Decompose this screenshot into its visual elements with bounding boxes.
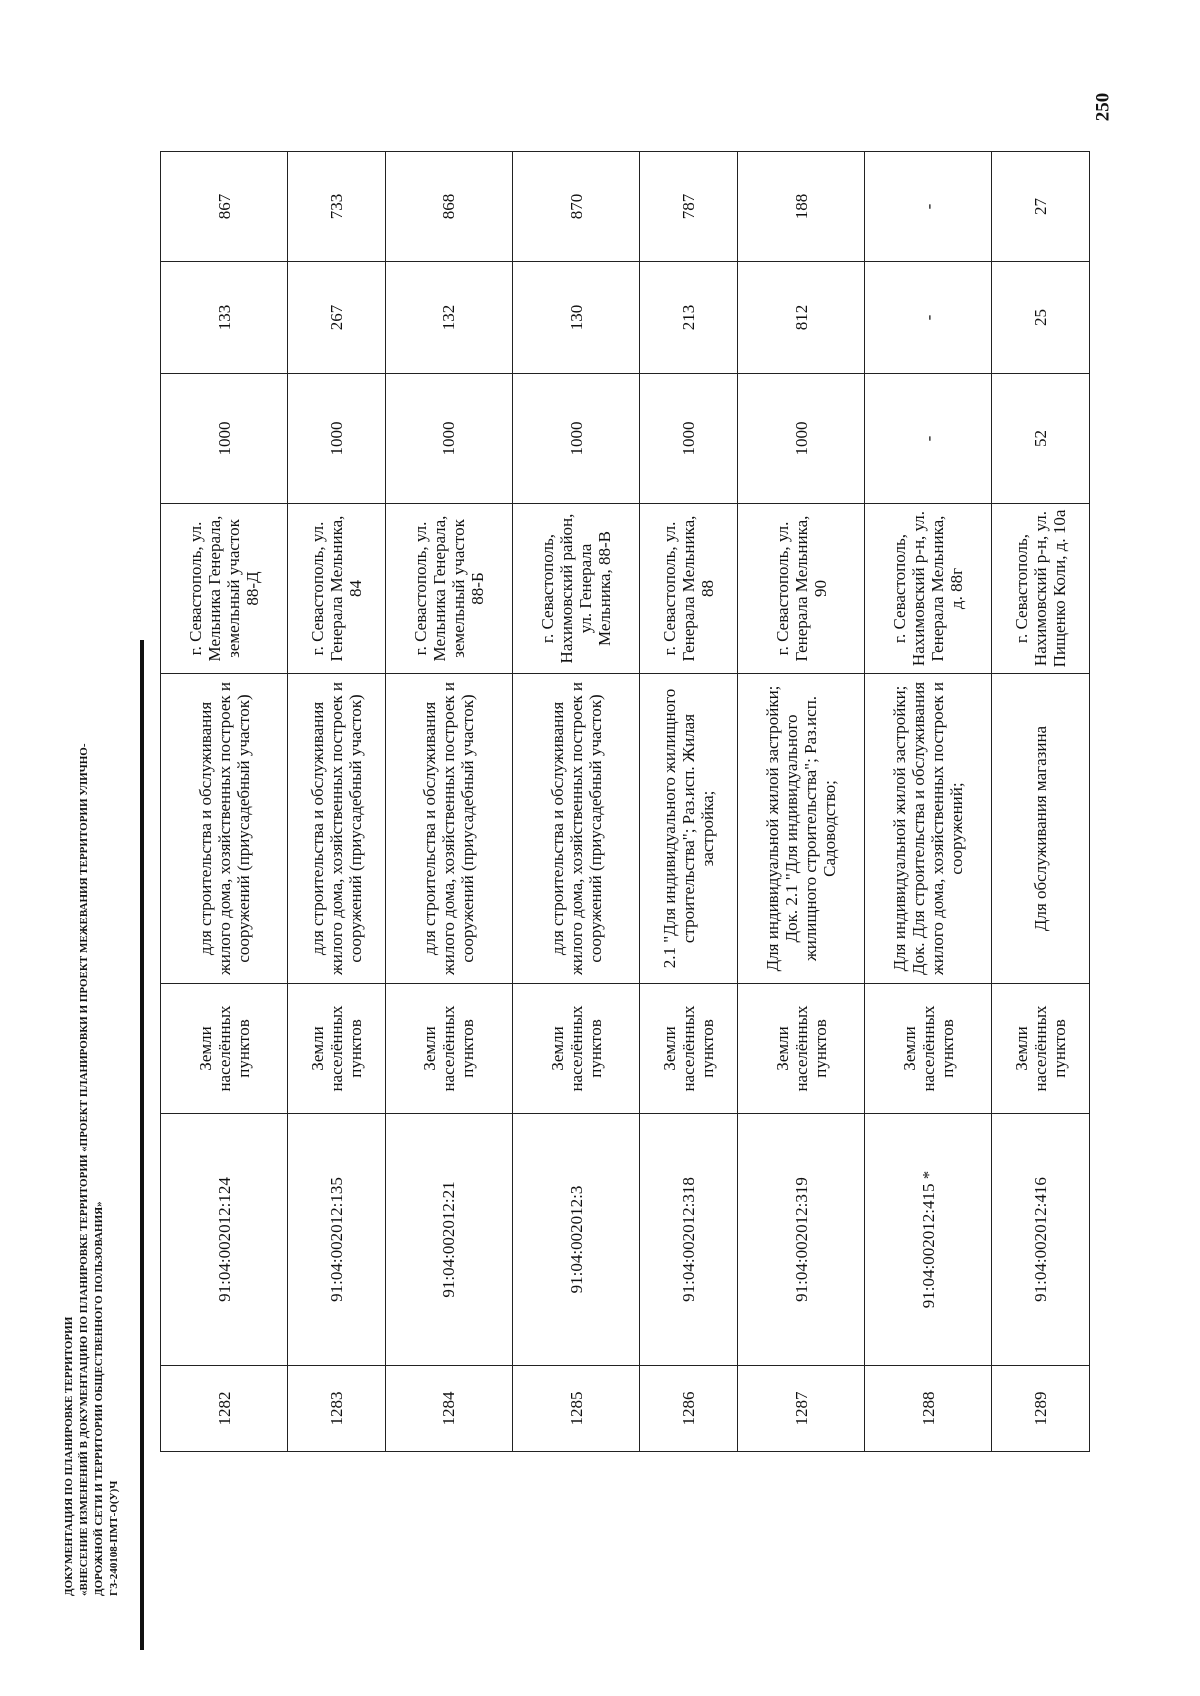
- land-plot-table-container: [160, 152, 1090, 1452]
- area-value-cell: -: [865, 152, 992, 262]
- table-row: [737, 152, 864, 1452]
- area-value-cell: 132: [385, 262, 512, 374]
- cadastral-number-cell: 91:04:002012:3: [513, 1114, 640, 1366]
- area-value-cell: 25: [992, 262, 1090, 374]
- area-value-cell: -: [865, 374, 992, 504]
- cadastral-number-cell: 91:04:002012:318: [640, 1114, 737, 1366]
- area-value-cell: 867: [161, 152, 288, 262]
- area-value-cell: 870: [513, 152, 640, 262]
- area-value-cell: 1000: [385, 374, 512, 504]
- area-value-cell: 27: [992, 152, 1090, 262]
- table-row: [161, 152, 288, 1452]
- row-number-cell: 1283: [288, 1366, 385, 1452]
- header-line: ГЗ-240108-ПМТ-О(У)Ч: [108, 1480, 120, 1596]
- table-row: [288, 152, 385, 1452]
- cadastral-number-cell: 91:04:002012:21: [385, 1114, 512, 1366]
- table-row: [992, 152, 1090, 1452]
- document-header: [62, 506, 132, 1596]
- land-category-cell: Земли населённых пунктов: [513, 984, 640, 1114]
- cadastral-number-cell: 91:04:002012:135: [288, 1114, 385, 1366]
- cadastral-number-cell: 91:04:002012:416: [992, 1114, 1090, 1366]
- area-value-cell: 812: [737, 262, 864, 374]
- land-category-cell: Земли населённых пунктов: [992, 984, 1090, 1114]
- row-number-cell: 1286: [640, 1366, 737, 1452]
- page-number: [1083, 72, 1123, 142]
- permitted-use-cell: для строительства и обслуживания жилого дома, хозяйственных построек и сооружений (приусадебный участок): [513, 674, 640, 984]
- address-cell: г. Севастополь, Нахимовский р-н, ул. Пищенко Коли, д. 10а: [992, 504, 1090, 674]
- cadastral-number-cell: 91:04:002012:319: [737, 1114, 864, 1366]
- land-category-cell: Земли населённых пунктов: [737, 984, 864, 1114]
- land-category-cell: Земли населённых пунктов: [865, 984, 992, 1114]
- area-value-cell: 733: [288, 152, 385, 262]
- header-line: ДОРОЖНОЙ СЕТИ И ТЕРРИТОРИИ ОБЩЕСТВЕННОГО ПОЛЬЗОВАНИЯ»: [93, 1201, 105, 1596]
- area-value-cell: 1000: [288, 374, 385, 504]
- row-number-cell: 1285: [513, 1366, 640, 1452]
- permitted-use-cell: для строительства и обслуживания жилого дома, хозяйственных построек и сооружений (приусадебный участок): [288, 674, 385, 984]
- area-value-cell: 1000: [640, 374, 737, 504]
- header-divider: [140, 640, 144, 1650]
- row-number-cell: 1288: [865, 1366, 992, 1452]
- row-number-cell: 1287: [737, 1366, 864, 1452]
- permitted-use-cell: Для обслуживания магазина: [992, 674, 1090, 984]
- header-line: «ВНЕСЕНИЕ ИЗМЕНЕНИЙ В ДОКУМЕНТАЦИЮ ПО ПЛАНИРОВКЕ ТЕРРИТОРИИ «ПРОЕКТ ПЛАНИРОВКИ И ПРОЕКТ МЕЖЕВАНИЯ ТЕРРИТОРИИ УЛИЧНО-: [78, 743, 90, 1596]
- address-cell: г. Севастополь, ул. Генерала Мельника, 84: [288, 504, 385, 674]
- area-value-cell: 213: [640, 262, 737, 374]
- area-value-cell: 1000: [737, 374, 864, 504]
- area-value-cell: 130: [513, 262, 640, 374]
- address-cell: г. Севастополь, ул. Генерала Мельника, 88: [640, 504, 737, 674]
- land-category-cell: Земли населённых пунктов: [161, 984, 288, 1114]
- address-cell: г. Севастополь, ул. Мельника Генерала, земельный участок 88-Д: [161, 504, 288, 674]
- land-category-cell: Земли населённых пунктов: [640, 984, 737, 1114]
- land-category-cell: Земли населённых пунктов: [385, 984, 512, 1114]
- area-value-cell: 133: [161, 262, 288, 374]
- land-category-cell: Земли населённых пунктов: [288, 984, 385, 1114]
- cadastral-number-cell: 91:04:002012:415 *: [865, 1114, 992, 1366]
- address-cell: г. Севастополь, ул. Мельника Генерала, земельный участок 88-Б: [385, 504, 512, 674]
- area-value-cell: 188: [737, 152, 864, 262]
- land-plot-table: [160, 151, 1090, 1452]
- area-value-cell: 1000: [513, 374, 640, 504]
- permitted-use-cell: Для индивидуальной жилой застройки; Док. 2.1 "Для индивидуального жилищного строительства"; Раз.исп. Садоводство;: [737, 674, 864, 984]
- address-cell: г. Севастополь, Нахимовский р-н, ул. Генерала Мельника, д. 88г: [865, 504, 992, 674]
- permitted-use-cell: для строительства и обслуживания жилого дома, хозяйственных построек и сооружений (приусадебный участок): [385, 674, 512, 984]
- area-value-cell: 1000: [161, 374, 288, 504]
- row-number-cell: 1284: [385, 1366, 512, 1452]
- page-number-text: 250: [1092, 92, 1113, 122]
- cadastral-number-cell: 91:04:002012:124: [161, 1114, 288, 1366]
- area-value-cell: 787: [640, 152, 737, 262]
- table-row: [865, 152, 992, 1452]
- table-row: [385, 152, 512, 1452]
- row-number-cell: 1289: [992, 1366, 1090, 1452]
- address-cell: г. Севастополь, Нахимовский район, ул. Генерала Мельника, 88-В: [513, 504, 640, 674]
- address-cell: г. Севастополь, ул. Генерала Мельника, 90: [737, 504, 864, 674]
- table-row: [640, 152, 737, 1452]
- permitted-use-cell: 2.1 "Для индивидуального жилищного строительства"; Раз.исп. Жилая застройка;: [640, 674, 737, 984]
- area-value-cell: 868: [385, 152, 512, 262]
- permitted-use-cell: для строительства и обслуживания жилого дома, хозяйственных построек и сооружений (приусадебный участок): [161, 674, 288, 984]
- area-value-cell: -: [865, 262, 992, 374]
- area-value-cell: 52: [992, 374, 1090, 504]
- table-row: [513, 152, 640, 1452]
- area-value-cell: 267: [288, 262, 385, 374]
- permitted-use-cell: Для индивидуальной жилой застройки; Док. Для строительства и обслуживания жилого дома, хозяйственных построек и сооружений;: [865, 674, 992, 984]
- header-line: ДОКУМЕНТАЦИЯ ПО ПЛАНИРОВКЕ ТЕРРИТОРИИ: [63, 1316, 75, 1596]
- row-number-cell: 1282: [161, 1366, 288, 1452]
